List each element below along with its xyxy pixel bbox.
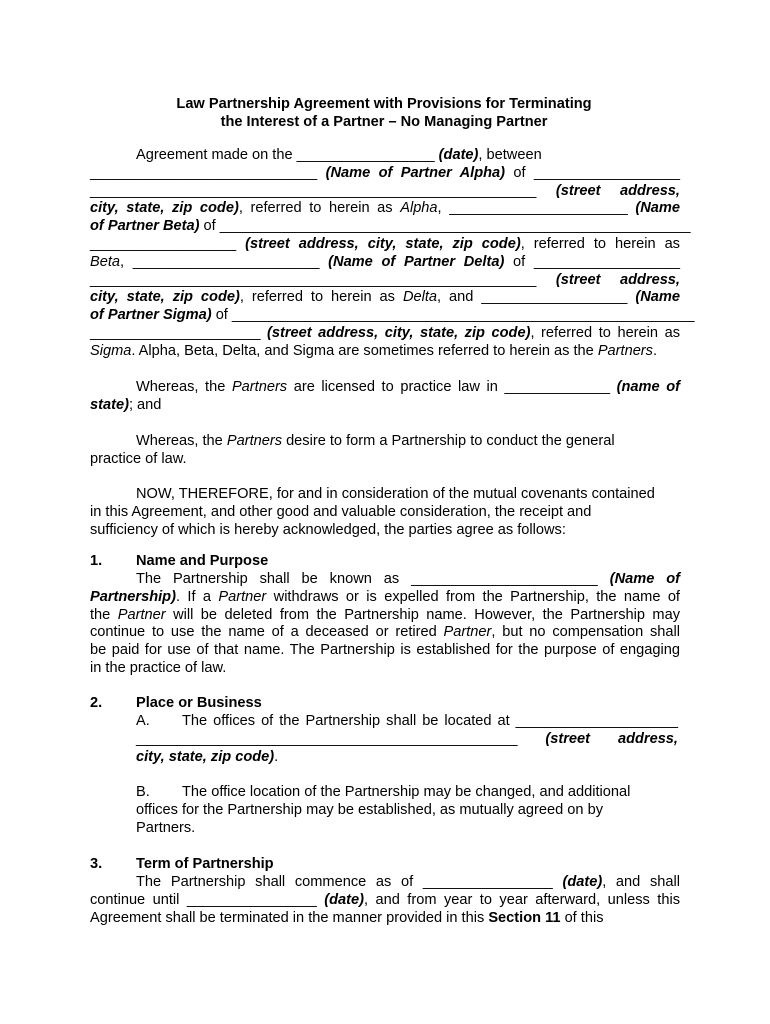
section-2-heading — [90, 695, 262, 713]
text-line: (date) — [438, 147, 479, 163]
text-line: Name and Purpose — [136, 553, 269, 569]
text-line: (Name of Partner Delta) — [328, 253, 505, 270]
text-line — [90, 607, 680, 625]
text-line: of __________________ — [505, 164, 681, 181]
text-line: , referred to herein as — [520, 235, 680, 252]
text-line — [90, 433, 680, 451]
text-line: (street address, city, state, zip code) — [267, 324, 531, 341]
text-line: B. — [136, 784, 150, 800]
text-line: A. — [136, 713, 150, 729]
text-line — [90, 589, 680, 607]
text-line: . — [274, 748, 279, 765]
text-line: Whereas, the — [136, 433, 227, 449]
text-line: (date) — [562, 874, 603, 890]
now-therefore-paragraph — [90, 486, 680, 539]
text-line: Partnership) — [90, 588, 176, 605]
text-line: will be deleted from the Partnership name. However, the Partnership may — [165, 606, 680, 623]
text-line: Partner — [117, 606, 166, 623]
text-line: practice of law. — [90, 450, 187, 467]
section-2a-body — [136, 713, 678, 766]
text-line: (date) — [324, 891, 364, 908]
text-line: , and __________________ — [437, 289, 636, 306]
title-line-1: Law Partnership Agreement with Provisions for Terminating — [176, 96, 592, 112]
text-line: , referred to herein as — [530, 324, 680, 341]
text-line: Alpha — [400, 200, 438, 217]
text-line: , and shall — [602, 874, 680, 890]
text-line: The Partnership shall be known as _______________________ — [136, 571, 610, 587]
section-3-heading — [90, 856, 274, 874]
text-line: Partners — [597, 342, 653, 359]
text-line — [90, 254, 680, 272]
text-line: Place or Business — [136, 695, 262, 711]
text-line: 2. — [90, 695, 103, 711]
text-line: Term of Partnership — [136, 856, 274, 872]
text-line: , ______________________ — [437, 200, 636, 217]
text-line: Agreement made on the _________________ — [136, 147, 439, 163]
text-line: city, state, zip code) — [90, 200, 239, 217]
text-line: of __________________ — [504, 253, 680, 270]
text-line — [90, 571, 680, 589]
text-line: in this Agreement, and other good and valuable consideration, the receipt and — [90, 503, 592, 520]
text-line — [90, 272, 680, 290]
text-line: of this — [560, 909, 604, 926]
text-line: Partner — [218, 588, 267, 605]
text-line — [90, 307, 695, 325]
text-line: Partners — [231, 379, 288, 395]
text-line: . Alpha, Beta, Delta, and Sigma are sometimes referred to herein as the — [131, 342, 598, 359]
text-line: state) — [90, 396, 129, 413]
text-line: . — [652, 342, 658, 359]
text-line: . If a — [175, 588, 219, 605]
text-line: The office location of the Partnership may be changed, and additional — [182, 784, 631, 800]
text-line: (Name of Partner Alpha) — [325, 164, 506, 181]
text-line: sufficiency of which is hereby acknowledged, the parties agree as follows: — [90, 521, 566, 538]
text-line — [136, 731, 678, 749]
section-3-body — [90, 874, 680, 927]
text-line: 3. — [90, 856, 103, 872]
text-line — [90, 343, 680, 361]
text-line: continue until ________________ — [90, 891, 325, 908]
text-line — [136, 749, 678, 767]
text-line: be paid for use of that name. The Partnership is established for the purpose of engaging — [90, 642, 680, 659]
section-1-heading — [90, 553, 268, 571]
text-line: ; and — [128, 396, 162, 413]
text-line: Whereas, the — [136, 379, 232, 395]
text-line: _____________________ — [90, 324, 268, 341]
text-line: _______________________________________________ — [136, 730, 546, 747]
text-line: Partners — [226, 433, 283, 449]
text-line: (name of — [616, 379, 680, 395]
text-line: __________________ — [90, 235, 246, 252]
text-line: (street address, — [555, 271, 680, 288]
text-line: (street address, city, state, zip code) — [245, 235, 521, 252]
text-line: the — [90, 606, 118, 623]
text-line: NOW, THEREFORE, for and in consideration of the mutual covenants contained — [136, 486, 655, 502]
text-line: ____________________________ — [90, 164, 326, 181]
title-line-2: the Interest of a Partner – No Managing Partner — [220, 114, 548, 130]
text-line — [90, 236, 680, 254]
text-line: , referred to herein as — [238, 200, 401, 217]
text-line: , but no compensation shall — [491, 624, 680, 641]
section-2b-body — [136, 784, 678, 837]
text-line: _______________________________________________________ — [90, 182, 556, 199]
text-line: continue to use the name of a deceased or retired — [90, 624, 444, 641]
text-line: Partners. — [136, 819, 196, 836]
intro-paragraph — [90, 147, 695, 361]
text-line: (Name — [635, 200, 680, 217]
text-line — [90, 147, 680, 165]
text-line: of Partner Sigma) — [90, 307, 212, 324]
text-line: of _________________________________________________________ — [211, 307, 695, 324]
document-title — [90, 95, 678, 131]
text-line: city, state, zip code) — [136, 748, 275, 765]
text-line — [90, 325, 680, 343]
text-line: The offices of the Partnership shall be located at ____________________ — [182, 713, 678, 729]
text-line — [90, 218, 691, 236]
text-line — [136, 784, 678, 802]
text-line: Delta — [402, 289, 438, 306]
text-line: The Partnership shall commence as of ________________ — [136, 874, 563, 890]
text-line — [136, 713, 678, 731]
text-line — [90, 397, 680, 415]
text-line: offices for the Partnership may be established, as mutually agreed on by — [136, 801, 603, 818]
text-line: Agreement shall be terminated in the manner provided in this — [90, 909, 489, 926]
text-line: in the practice of law. — [90, 659, 227, 676]
whereas-paragraph-2 — [90, 433, 680, 469]
text-line: Section 11 — [488, 909, 561, 926]
text-line — [90, 624, 680, 642]
text-line — [90, 183, 680, 201]
text-line — [90, 910, 680, 928]
text-line — [90, 200, 680, 218]
text-line — [90, 892, 680, 910]
text-line — [90, 289, 680, 307]
text-line: city, state, zip code) — [90, 289, 240, 306]
text-line: , referred to herein as — [239, 289, 403, 306]
text-line: , and from year to year afterward, unless this — [363, 891, 680, 908]
text-line — [90, 165, 680, 183]
text-line: (Name — [635, 289, 680, 306]
text-line: of Partner Beta) — [90, 218, 200, 235]
text-line: , between — [478, 147, 542, 163]
text-line: Sigma — [90, 342, 132, 359]
text-line — [90, 379, 680, 397]
text-line — [90, 874, 680, 892]
text-line: Partner — [443, 624, 492, 641]
text-line: (street address, — [545, 730, 678, 747]
text-line: _______________________________________________________ — [90, 271, 556, 288]
section-1-body — [90, 571, 680, 678]
text-line: are licensed to practice law in _____________ — [287, 379, 617, 395]
whereas-paragraph-1 — [90, 379, 680, 415]
text-line: , _______________________ — [120, 253, 329, 270]
text-line: withdraws or is expelled from the Partnership, the name of — [266, 588, 680, 605]
text-line: 1. — [90, 553, 103, 569]
text-line: Beta — [90, 253, 121, 270]
text-line: desire to form a Partnership to conduct the general — [282, 433, 615, 449]
text-line: (Name of — [609, 571, 680, 587]
text-line: (street address, — [555, 182, 680, 199]
text-line: of __________________________________________________________ — [199, 218, 691, 235]
